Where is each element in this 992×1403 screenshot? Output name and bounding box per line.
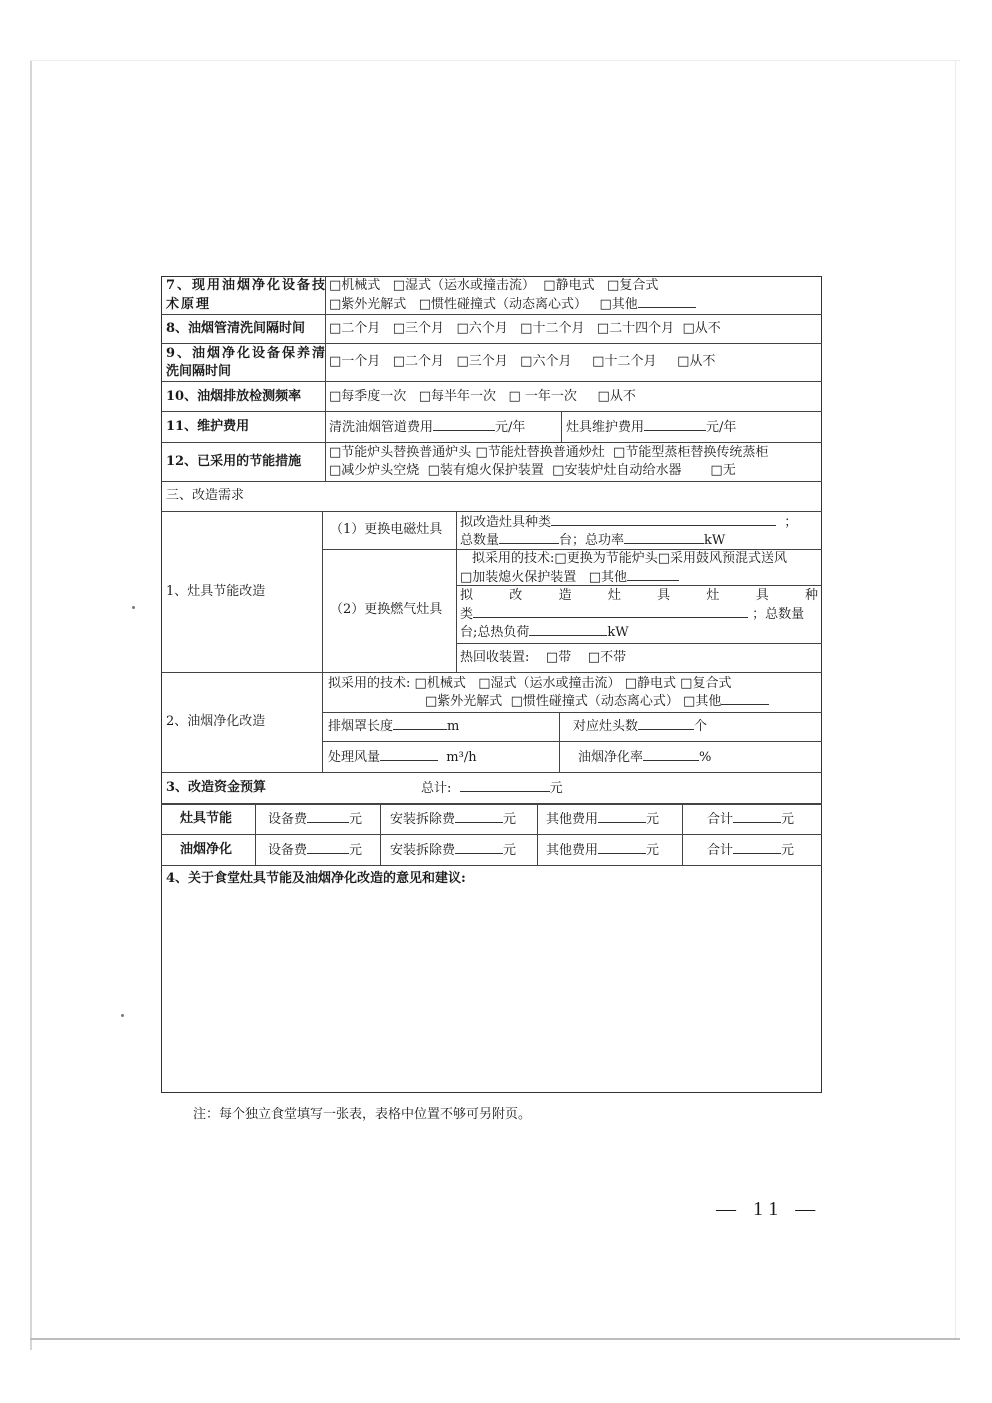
row8-options: □ 二个月 □ 三个月 □ 六个月 □ 十二个月 □ 二十四个月 □ 从不: [329, 320, 721, 338]
install-fee: 安装拆除费 元: [390, 843, 517, 858]
row12-label: 12、已采用的节能措施: [166, 454, 302, 469]
fee-blank[interactable]: [733, 810, 781, 823]
row7-label: 7、现用油烟净化设备技: [166, 278, 328, 293]
heat-recovery: 热回收装置: □ 带 □ 不带: [460, 649, 626, 667]
purification-rate: 油烟净化率 %: [578, 750, 712, 765]
pipe-cost-blank[interactable]: [433, 418, 495, 431]
checkbox-option[interactable]: [554, 551, 566, 566]
fee-blank[interactable]: [455, 841, 503, 854]
checkbox-electrostatic[interactable]: [543, 278, 555, 293]
induction-quantity: 总数量 台；总功率 kW: [460, 533, 726, 548]
row9-label-cont: 洗间隔时间: [166, 364, 232, 379]
other-blank[interactable]: [627, 568, 679, 581]
checkbox-wet[interactable]: [393, 278, 405, 293]
suggestions-area[interactable]: [165, 892, 817, 1088]
stove-retrofit-label: 1、灶具节能改造: [166, 584, 266, 599]
gas-stove-type: 拟 改 造 灶 具 灶 具 种: [460, 588, 818, 603]
checkbox-option[interactable]: [329, 463, 341, 478]
heads-blank[interactable]: [638, 717, 694, 730]
install-fee: 安装拆除费 元: [390, 812, 517, 827]
scan-edge: [955, 60, 956, 1340]
scan-speck: [121, 1014, 124, 1017]
hood-length-blank[interactable]: [393, 717, 447, 730]
fee-blank[interactable]: [455, 810, 503, 823]
fee-blank[interactable]: [307, 810, 349, 823]
row7-label-cont: 术原理: [166, 297, 212, 312]
checkbox-option[interactable]: [460, 570, 472, 585]
checkbox-option[interactable]: [419, 389, 431, 404]
checkbox-option[interactable]: [677, 354, 689, 369]
checkbox-option[interactable]: [508, 389, 520, 404]
checkbox-option[interactable]: [613, 445, 625, 460]
airflow-blank[interactable]: [380, 748, 438, 761]
gas-tech-line2: □ 加装熄火保护装置 □ 其他: [460, 568, 679, 587]
scan-edge: [30, 60, 32, 1350]
checkbox-option[interactable]: [680, 676, 692, 691]
row10-label: 10、油烟排放检测频率: [166, 389, 302, 404]
checkbox-option[interactable]: [710, 463, 722, 478]
checkbox-option[interactable]: [625, 676, 637, 691]
checkbox-option[interactable]: [589, 570, 601, 585]
other-fee: 其他费用 元: [546, 812, 660, 827]
fee-blank[interactable]: [733, 841, 781, 854]
other-blank[interactable]: [638, 295, 696, 308]
budget-total: 总计: 元: [421, 781, 563, 796]
checkbox-option[interactable]: [588, 650, 600, 665]
checkbox-option[interactable]: [546, 650, 558, 665]
other-blank[interactable]: [721, 692, 769, 705]
airflow: 处理风量 m³/h: [328, 750, 477, 765]
induction-type: 拟改造灶具种类 ；: [460, 515, 798, 530]
equipment-fee: 设备费 元: [268, 843, 363, 858]
fee-blank[interactable]: [307, 841, 349, 854]
checkbox-option[interactable]: [598, 389, 610, 404]
checkbox-inertial[interactable]: [419, 297, 431, 312]
checkbox-option[interactable]: [456, 321, 468, 336]
scan-edge: [30, 1338, 960, 1340]
checkbox-option[interactable]: [329, 389, 341, 404]
induction-option: （1）更换电磁灶具: [330, 522, 443, 537]
row11-label: 11、维护费用: [166, 419, 250, 434]
equipment-fee: 设备费 元: [268, 812, 363, 827]
checkbox-option[interactable]: [425, 694, 437, 709]
stove-maintenance-cost: 灶具维护费用 元/年: [566, 420, 737, 435]
checkbox-option[interactable]: [329, 321, 341, 336]
hood-length: 排烟罩长度 m: [328, 719, 460, 734]
row12-options-line2: □ 减少炉头空烧 □ 装有熄火保护装置 □ 安装炉灶自动给水器 □ 无: [329, 462, 736, 480]
gas-heat-load: 台;总热负荷 kW: [460, 625, 629, 640]
checkbox-uv[interactable]: [329, 297, 341, 312]
gas-tech-line1: 拟采用的技术:□ 更换为节能炉头□ 采用鼓风预混式送风: [472, 550, 787, 568]
quantity-blank[interactable]: [499, 531, 559, 544]
fee-blank[interactable]: [598, 841, 646, 854]
scan-speck: [132, 606, 135, 609]
fume-retrofit-label: 2、油烟净化改造: [166, 714, 266, 729]
checkbox-option[interactable]: [511, 694, 523, 709]
checkbox-option[interactable]: [520, 321, 532, 336]
checkbox-option[interactable]: [329, 354, 341, 369]
fume-tech-line2: □ 紫外光解式 □ 惯性碰撞式（动态离心式） □ 其他: [425, 692, 769, 711]
subtotal: 合计 元: [707, 812, 795, 827]
row7-options-line1: □ 机械式 □ 湿式（运水或撞击流） □ 静电式 □ 复合式: [329, 277, 658, 295]
checkbox-option[interactable]: [415, 676, 427, 691]
subtotal: 合计 元: [707, 843, 795, 858]
heat-load-blank[interactable]: [529, 623, 607, 636]
checkbox-option[interactable]: [456, 354, 468, 369]
row9-options: □ 一个月 □ 二个月 □ 三个月 □ 六个月 □ 十二个月 □ 从不: [329, 353, 715, 371]
checkbox-option[interactable]: [682, 321, 694, 336]
checkbox-option[interactable]: [520, 354, 532, 369]
scan-edge: [30, 60, 960, 61]
budget-label: 3、改造资金预算: [166, 780, 267, 795]
row12-options-line1: □ 节能炉头替换普通炉头 □ 节能灶替换普通炒灶 □ 节能型蒸柜替换传统蒸柜: [329, 444, 768, 462]
row7-options-line2: □ 紫外光解式 □ 惯性碰撞式（动态离心式） □ 其他: [329, 295, 696, 314]
stove-cost-blank[interactable]: [644, 418, 706, 431]
checkbox-other[interactable]: [599, 297, 611, 312]
checkbox-option[interactable]: [592, 354, 604, 369]
checkbox-option[interactable]: [393, 354, 405, 369]
checkbox-option[interactable]: [478, 676, 490, 691]
checkbox-composite[interactable]: [607, 278, 619, 293]
fee-blank[interactable]: [598, 810, 646, 823]
checkbox-option[interactable]: [329, 445, 341, 460]
rate-blank[interactable]: [643, 748, 699, 761]
fume-tech-line1: 拟采用的技术: □ 机械式 □ 湿式（运水或撞击流） □ 静电式 □ 复合式: [328, 675, 731, 693]
checkbox-option[interactable]: [597, 321, 609, 336]
total-blank[interactable]: [460, 779, 550, 792]
row10-options: □ 每季度一次 □ 每半年一次 □ 一年一次 □ 从不: [329, 388, 636, 406]
checkbox-option[interactable]: [552, 463, 564, 478]
suggestions-label: 4、关于食堂灶具节能及油烟净化改造的意见和建议:: [166, 871, 466, 886]
burner-heads: 对应灶头数 个: [573, 719, 708, 734]
budget-row-name: 油烟净化: [180, 842, 233, 857]
row8-label: 8、油烟管清洗间隔时间: [166, 321, 306, 336]
gas-stove-type-cont: 类 ；总数量: [460, 607, 805, 622]
section-title: 三、改造需求: [166, 488, 245, 503]
checkbox-option[interactable]: [428, 463, 440, 478]
pipe-cleaning-cost: 清洗油烟管道费用 元/年: [329, 420, 526, 435]
gas-option: （2）更换燃气灶具: [330, 602, 443, 617]
checkbox-option[interactable]: [475, 445, 487, 460]
page-number: — 11 —: [716, 1198, 822, 1220]
checkbox-option[interactable]: [658, 551, 670, 566]
power-blank[interactable]: [624, 531, 704, 544]
checkbox-mechanical[interactable]: [329, 278, 341, 293]
row9-label: 9、油烟净化设备保养清: [166, 346, 328, 361]
other-fee: 其他费用 元: [546, 843, 660, 858]
checkbox-option[interactable]: [393, 321, 405, 336]
stove-type-blank[interactable]: [551, 513, 776, 526]
checkbox-option[interactable]: [683, 694, 695, 709]
budget-row-name: 灶具节能: [180, 811, 233, 826]
gas-type-blank[interactable]: [473, 605, 748, 618]
footnote: 注：每个独立食堂填写一张表，表格中位置不够可另附页。: [193, 1107, 532, 1122]
